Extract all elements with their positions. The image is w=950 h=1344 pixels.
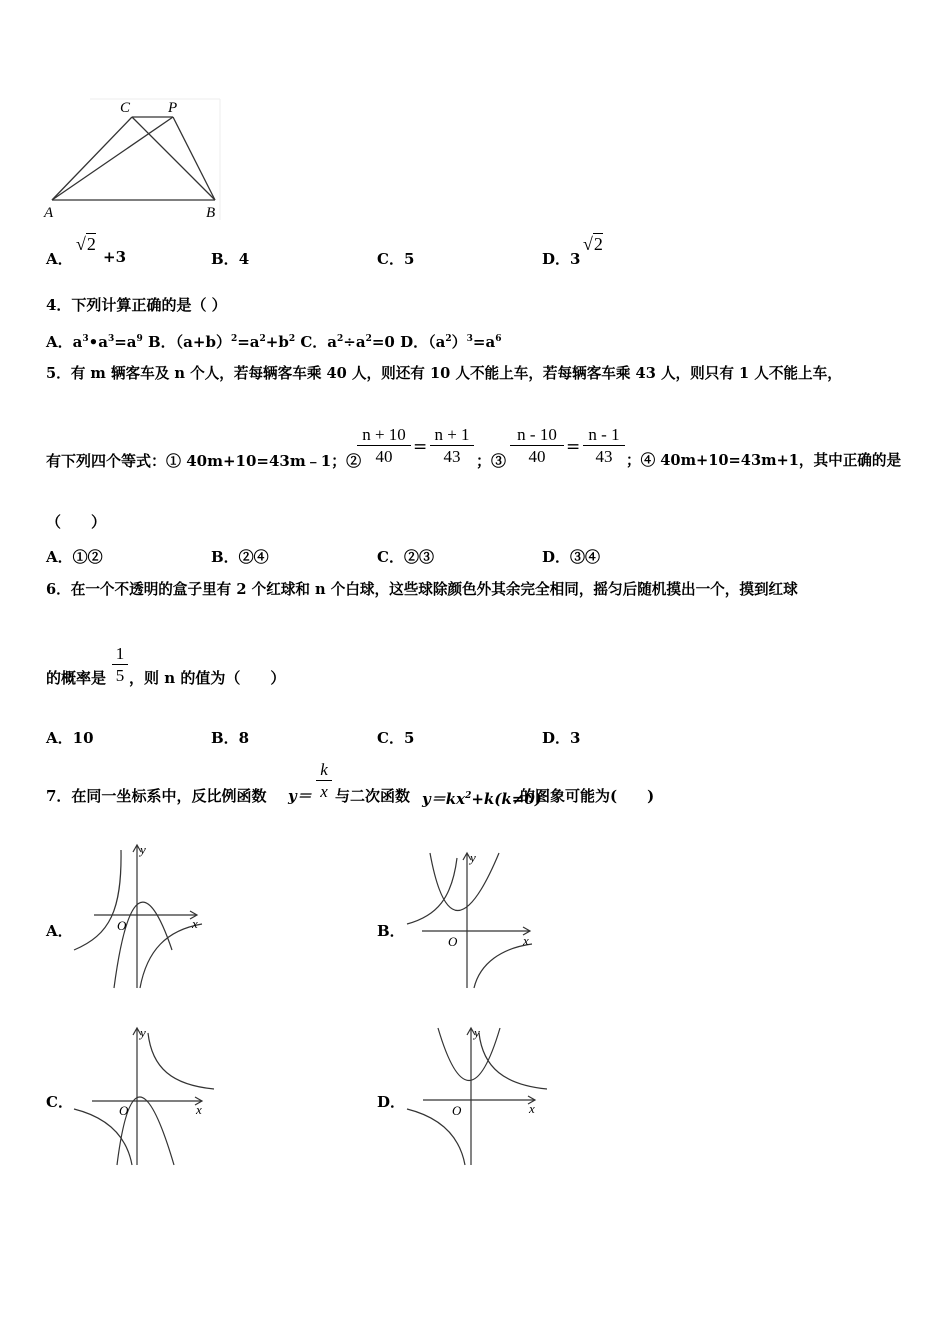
origin-label: O bbox=[452, 1103, 462, 1118]
axis-label-y: y bbox=[470, 850, 476, 865]
axis-label-x: x bbox=[196, 1102, 202, 1117]
q7-y-eq: y＝ bbox=[288, 787, 312, 805]
segment-pb bbox=[173, 117, 215, 200]
q5-sep3: ；③ bbox=[476, 452, 507, 470]
q6-stem: 6．在一个不透明的盒子里有 2 个红球和 n 个白球，这些球除颜色外其余完全相同，摇匀后随机摸出一个，摸到红球 bbox=[46, 581, 798, 598]
graph-d bbox=[405, 1023, 550, 1168]
q5-eq3-equals: = bbox=[566, 437, 581, 457]
triangle-figure bbox=[40, 95, 230, 225]
axis-label-x: x bbox=[529, 1101, 535, 1116]
q5-eq3-left-frac: n - 10 40 bbox=[510, 425, 564, 468]
q6-option-b: B．8 bbox=[211, 729, 250, 747]
q7-quadratic: $y=kx^2+k(k\ne 0)$ bbox=[422, 790, 542, 808]
q6-line2-end: ，则 n 的值为（ ） bbox=[129, 669, 286, 687]
segment-cb bbox=[132, 117, 215, 200]
origin-label: O bbox=[119, 1103, 129, 1118]
graph-a bbox=[72, 840, 207, 992]
q3-option-c: C．5 bbox=[377, 250, 415, 268]
q7-option-d: D． bbox=[377, 1093, 406, 1111]
axis-label-y: y bbox=[474, 1025, 480, 1040]
parabola-curve bbox=[430, 853, 499, 911]
q3-option-a-suffix: +3 bbox=[103, 248, 127, 266]
label-b: B bbox=[206, 205, 216, 221]
hyperbola-branch-lower bbox=[140, 924, 202, 988]
q3-option-b: B．4 bbox=[211, 250, 250, 268]
hyperbola-branch-upper bbox=[479, 1033, 547, 1089]
axis-label-x: x bbox=[192, 916, 198, 931]
q7-option-c: C． bbox=[46, 1093, 73, 1111]
q7-option-a: A． bbox=[46, 922, 73, 940]
q5-paren: （ ） bbox=[46, 513, 107, 531]
parabola-curve bbox=[438, 1028, 500, 1081]
q5-stem: 5．有 m 辆客车及 n 个人，若每辆客车乘 40 人，则还有 10 人不能上车，若每辆客车乘 43 人，则只有 1 人不能上车， bbox=[46, 365, 842, 382]
label-a: A bbox=[44, 205, 54, 221]
graph-c bbox=[72, 1023, 217, 1168]
segment-ac bbox=[52, 117, 132, 200]
q7-option-b: B． bbox=[377, 922, 405, 940]
hyperbola-branch-upper bbox=[148, 1033, 214, 1089]
label-c: C bbox=[120, 100, 131, 116]
q5-eq3-right-frac: n - 1 43 bbox=[583, 425, 625, 468]
segment-ap bbox=[52, 117, 173, 200]
q3-option-d: D．3 bbox=[542, 250, 581, 268]
q6-option-a: A．10 bbox=[46, 729, 94, 747]
q6-option-c: C．5 bbox=[377, 729, 415, 747]
sqrt-2-d: √2 bbox=[583, 234, 603, 254]
q5-line2-start: 有下列四个等式：① 40m+10=43m﹣1；② bbox=[46, 452, 362, 470]
origin-label: O bbox=[448, 934, 458, 949]
hyperbola-branch-lower bbox=[474, 944, 532, 988]
axis-label-x: x bbox=[523, 933, 529, 948]
q6-probability-frac: 1 5 bbox=[112, 644, 128, 687]
q5-option-c: C．②③ bbox=[377, 548, 434, 566]
q7-stem-end: 的图象可能为( ) bbox=[520, 787, 655, 805]
q5-option-b: B．②④ bbox=[211, 548, 269, 566]
graph-b bbox=[402, 848, 537, 992]
q6-option-d: D．3 bbox=[542, 729, 581, 747]
q5-line2-end: ；④ 40m+10=43m+1，其中正确的是 bbox=[626, 452, 902, 469]
q4-stem: 4．下列计算正确的是（ ） bbox=[46, 296, 227, 314]
q6-line2-start: 的概率是 bbox=[46, 669, 107, 687]
q5-option-d: D．③④ bbox=[542, 548, 601, 566]
q5-eq2-equals: = bbox=[413, 437, 428, 457]
hyperbola-branch-upper bbox=[407, 858, 457, 924]
q4-options: A．$a^3•a^3=a^9$ B．$(a+b)^2=a^2+b^2$ C．$a^2\div a^2=0$ D．$(a^2)^3=a^6$ bbox=[46, 333, 502, 351]
q7-stem-start: 7．在同一坐标系中，反比例函数 bbox=[46, 787, 267, 805]
axis-label-y: y bbox=[140, 1025, 146, 1040]
sqrt-2-a: √2 bbox=[76, 234, 96, 254]
q5-option-a: A．①② bbox=[46, 548, 103, 566]
origin-label: O bbox=[117, 918, 127, 933]
q7-stem-mid: 与二次函数 bbox=[335, 787, 411, 805]
q5-eq2-right-frac: n + 1 43 bbox=[430, 425, 474, 468]
axis-label-y: y bbox=[140, 842, 146, 857]
q3-option-a: A． bbox=[46, 250, 73, 268]
q7-k-over-x: k x bbox=[316, 760, 332, 803]
hyperbola-branch-upper bbox=[74, 850, 121, 950]
q5-eq2-left-frac: n + 10 40 bbox=[357, 425, 411, 468]
label-p: P bbox=[168, 100, 178, 116]
